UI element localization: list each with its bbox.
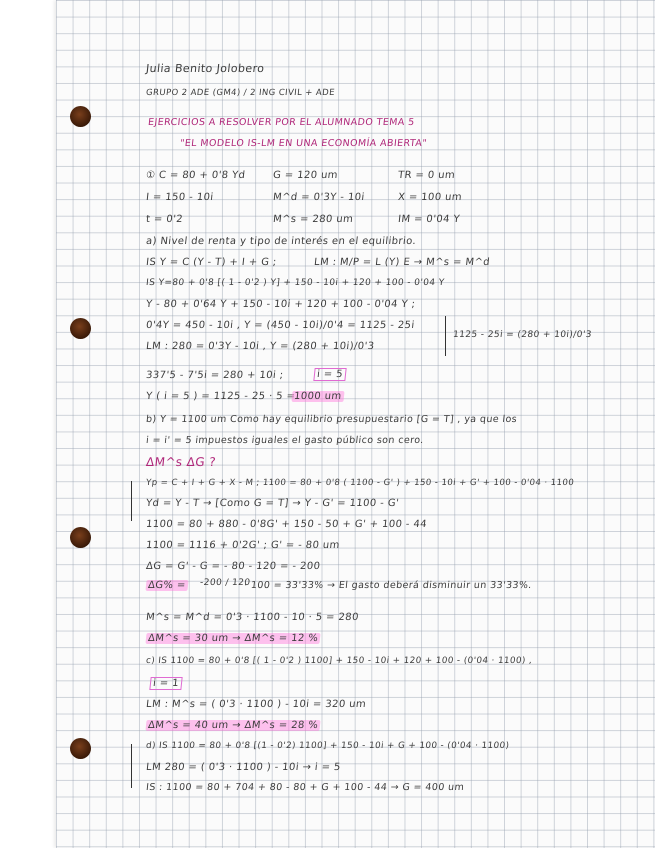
g-solution: 1100 = 1116 + 0'2G' ; G' = - 80 um [145, 540, 341, 551]
part-d-brace [131, 744, 132, 788]
is-expansion: Y - 80 + 0'64 Y + 150 - 10i + 120 + 100 - 0'04 Y ; [145, 299, 416, 310]
g-expansion: 1100 = 80 + 880 - 0'8G' + 150 - 50 + G' + 100 - 44 [145, 519, 428, 530]
given-investment: I = 150 - 10i [145, 192, 215, 203]
income-result: 1000 um [293, 391, 343, 402]
lm-solution: LM : 280 = 0'3Y - 10i , Y = (280 + 10i)/0'3 [145, 341, 375, 352]
part-d-is: d) IS 1100 = 80 + 0'8 [(1 - 0'2) 1100] + 150 - 10i + G + 100 - (0'04 · 1100) [145, 741, 510, 751]
binder-hole [70, 527, 91, 548]
part-a-question: a) Nivel de renta y tipo de interés en el equilibrio. [145, 236, 417, 247]
student-name: Julia Benito Jolobero [145, 62, 266, 75]
part-b-interest: i = i' = 5 impuestos iguales el gasto público son cero. [145, 435, 425, 446]
disposable-income: Yd = Y - T → [Como G = T] → Y - G' = 1100 - G' [145, 498, 400, 509]
equation-brace [445, 316, 446, 356]
part-d-lm: LM 280 = ( 0'3 · 1100 ) - 10i → i = 5 [145, 762, 342, 773]
part-c-is: c) IS 1100 = 80 + 0'8 [( 1 - 0'2 ) 1100] + 150 - 10i + 120 + 100 - (0'04 · 1100) , [145, 656, 533, 666]
part-c-money-change: ΔM^s = 40 um → ΔM^s = 28 % [147, 720, 319, 731]
exercise-subtitle: "EL MODELO IS-LM EN UNA ECONOMÍA ABIERTA" [179, 138, 428, 149]
income-step: Y ( i = 5 ) = 1125 - 25 · 5 = [145, 391, 296, 402]
given-money-supply: M^s = 280 um [272, 214, 354, 225]
output-identity: Yp = C + I + G + X - M ; 1100 = 80 + 0'8 ( 1100 - G' ) + 150 - 10i + G' + 100 - 0'04 · 1100 [145, 478, 575, 488]
part-b-statement: b) Y = 1100 um Como hay equilibrio presupuestario [G = T] , ya que los [145, 414, 518, 425]
given-exports: X = 100 um [397, 192, 463, 203]
part-c-lm: LM : M^s = ( 0'3 · 1100 ) - 10i = 320 um [145, 699, 367, 710]
group-line: GRUPO 2 ADE (GM4) / 2 ING CIVIL + ADE [145, 88, 336, 98]
binder-hole [70, 106, 91, 127]
delta-g: ΔG = G' - G = - 80 - 120 = - 200 [145, 561, 321, 572]
money-supply-b: M^s = M^d = 0'3 · 1100 - 10 · 5 = 280 [145, 612, 360, 623]
binder-hole [70, 318, 91, 339]
part-b-brace [131, 481, 132, 521]
delta-g-percent-label: ΔG% = [147, 580, 187, 591]
delta-g-fraction: -200 / 120 [199, 578, 251, 588]
is-lm-equality: 1125 - 25i = (280 + 10i)/0'3 [452, 330, 593, 340]
interest-step: 337'5 - 7'5i = 280 + 10i ; [145, 370, 285, 381]
given-consumption: ① C = 80 + 0'8 Yd [145, 170, 246, 181]
is-substitution: IS Y=80 + 0'8 [( 1 - 0'2 ) Y] + 150 - 10i + 120 + 100 - 0'04 Y [145, 278, 446, 288]
is-equation: IS Y = C (Y - T) + I + G ; [145, 257, 278, 268]
given-imports: IM = 0'04 Y [397, 214, 461, 225]
binder-hole [70, 738, 91, 759]
money-supply-change-b: ΔM^s = 30 um → ΔM^s = 12 % [147, 633, 319, 644]
given-transfers: TR = 0 um [397, 170, 456, 181]
exercise-title: EJERCICIOS A RESOLVER POR EL ALUMNADO TEMA 5 [147, 117, 416, 128]
is-solution: 0'4Y = 450 - 10i , Y = (450 - 10i)/0'4 = 1125 - 25i [145, 320, 416, 331]
part-d-result: IS : 1100 = 80 + 704 + 80 - 80 + G + 100 - 44 → G = 400 um [145, 782, 465, 793]
given-tax-rate: t = 0'2 [145, 214, 184, 225]
lm-equation: LM : M/P = L (Y) E → M^s = M^d [313, 257, 491, 268]
given-government: G = 120 um [272, 170, 339, 181]
part-c-interest: i = 1 [149, 677, 182, 690]
given-money-demand: M^d = 0'3Y - 10i [272, 192, 366, 203]
part-b-question: ΔM^s ΔG ? [145, 455, 217, 469]
interest-result: i = 5 [313, 368, 346, 381]
delta-g-conclusion: · 100 = 33'33% → El gasto deberá disminuir un 33'33%. [243, 580, 533, 591]
